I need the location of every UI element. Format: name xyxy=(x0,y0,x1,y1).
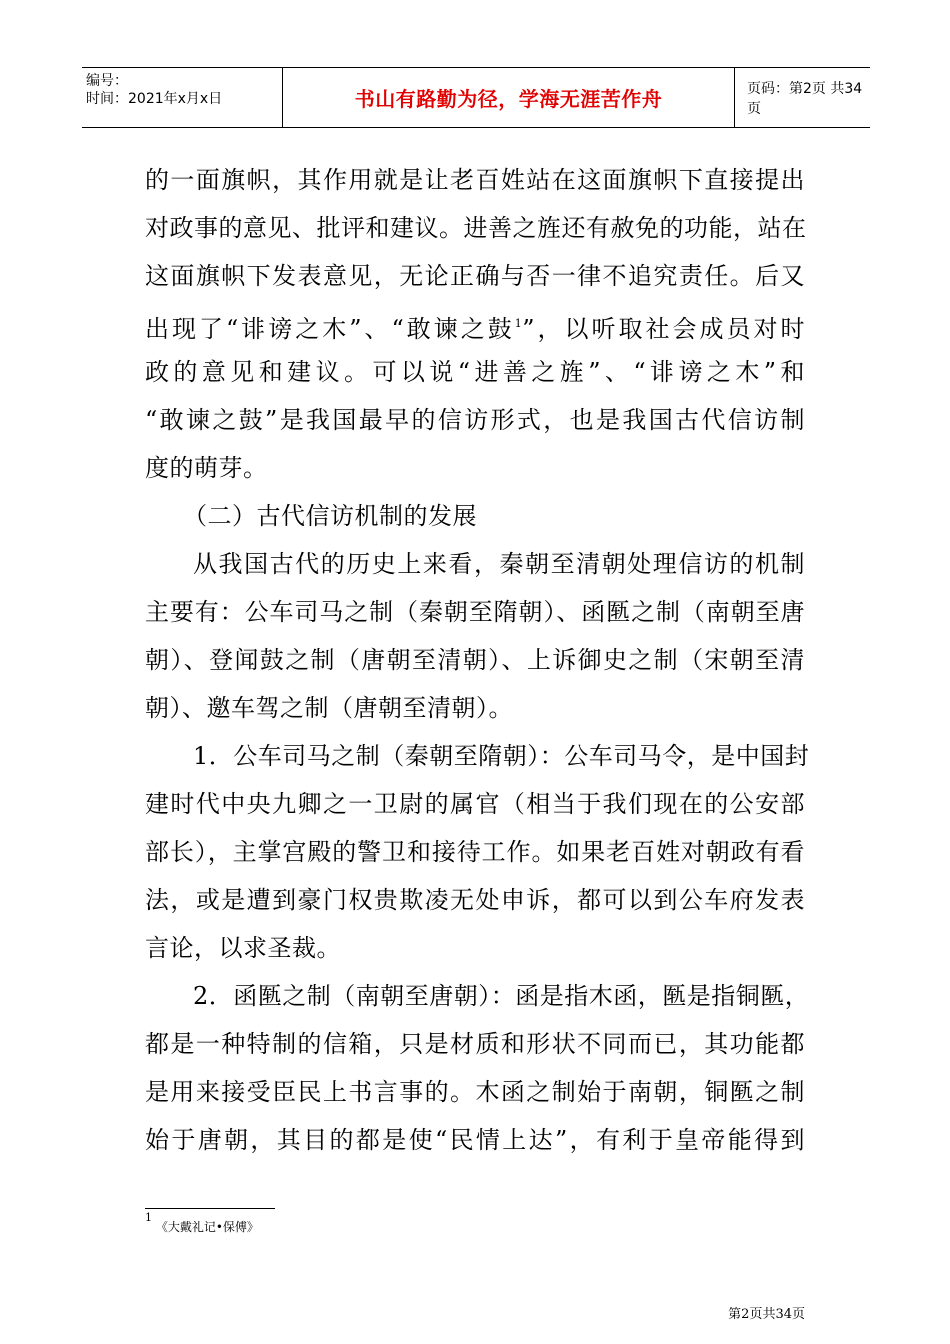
footnote-reference[interactable]: 1 xyxy=(514,317,523,330)
header-page-cell xyxy=(735,68,870,127)
header-motto-cell xyxy=(283,68,735,127)
text-line: 言论，以求圣裁。 xyxy=(145,934,341,962)
text-line: “敢谏之鼓”是我国最早的信访形式，也是我国古代信访制 xyxy=(145,406,805,434)
text-line: 朝）、登闻鼓之制（唐朝至清朝）、上诉御史之制（宋朝至清 xyxy=(145,646,805,674)
text-line: 始于唐朝，其目的都是使“民情上达”，有利于皇帝能得到 xyxy=(145,1126,805,1154)
footnote xyxy=(145,1211,259,1235)
text-line: 2．函匦之制（南朝至唐朝）：函是指木函，匦是指铜匦， xyxy=(193,982,810,1010)
section-heading: （二）古代信访机制的发展 xyxy=(183,502,477,530)
text-line: 对政事的意见、批评和建议。进善之旌还有赦免的功能，站在 xyxy=(145,214,807,242)
header-time: 时间：2021年x月x日 xyxy=(86,91,223,107)
page-header xyxy=(82,67,870,128)
text-line: 政的意见和建议。可以说“进善之旌”、“诽谤之木”和 xyxy=(145,358,805,386)
text-line: 主要有：公车司马之制（秦朝至隋朝）、函匦之制（南朝至唐 xyxy=(145,598,805,626)
paragraph-3 xyxy=(145,732,810,972)
paragraph-4 xyxy=(145,972,810,1164)
text-line: 1．公车司马之制（秦朝至隋朝）：公车司马令，是中国封 xyxy=(193,742,810,770)
text-line: 朝）、邀车驾之制（唐朝至清朝）。 xyxy=(145,694,513,722)
paragraph-1 xyxy=(145,156,805,492)
header-meta xyxy=(82,68,283,127)
document-body xyxy=(145,156,810,1164)
header-number: 编号： xyxy=(86,73,128,89)
text-line xyxy=(145,300,805,348)
header-page-label: 页码：第2页 共34页 xyxy=(747,80,863,117)
paragraph-2 xyxy=(145,540,805,732)
text-line: 是用来接受臣民上书言事的。木函之制始于南朝，铜匦之制 xyxy=(145,1078,805,1106)
header-motto: 书山有路勤为径，学海无涯苦作舟 xyxy=(354,87,663,111)
text-line: 从我国古代的历史上来看，秦朝至清朝处理信访的机制 xyxy=(193,550,805,578)
text-line: 都是一种特制的信箱，只是材质和形状不同而已，其功能都 xyxy=(145,1030,805,1058)
text-line: 的一面旗帜，其作用就是让老百姓站在这面旗帜下直接提出 xyxy=(145,166,805,194)
text-segment: ”，以听取社会成员对时 xyxy=(522,315,805,343)
text-line: 法，或是遭到豪门权贵欺凌无处申诉，都可以到公车府发表 xyxy=(145,886,805,914)
footnote-mark: 1 xyxy=(145,1211,152,1224)
text-segment: 出现了“诽谤之木”、“敢谏之鼓 xyxy=(145,315,515,343)
text-line: 建时代中央九卿之一卫尉的属官（相当于我们现在的公安部 xyxy=(145,790,805,818)
text-line: 度的萌芽。 xyxy=(145,454,268,482)
text-line: 这面旗帜下发表意见，无论正确与否一律不追究责任。后又 xyxy=(145,262,805,290)
footnote-text: 《大戴礼记•保傅》 xyxy=(155,1220,259,1234)
footnote-divider xyxy=(145,1208,275,1209)
page-footer: 第2页共34页 xyxy=(728,1307,805,1322)
text-line: 部长），主掌宫殿的警卫和接待工作。如果老百姓对朝政有看 xyxy=(145,838,805,866)
